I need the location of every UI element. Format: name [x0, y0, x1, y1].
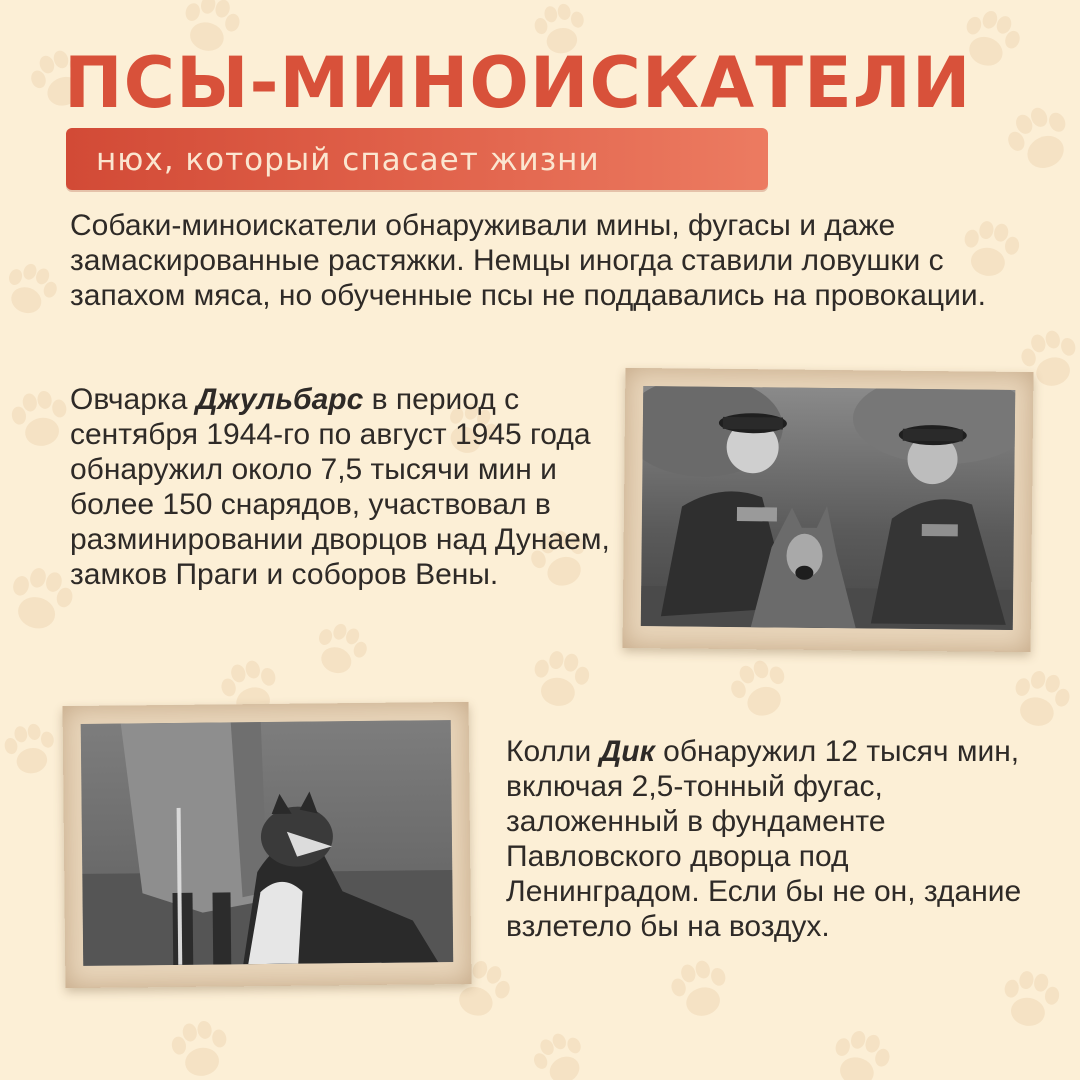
soldiers-photo-illustration: [641, 386, 1015, 630]
dzhulbars-paragraph: [70, 382, 630, 592]
photo-frame-soldiers-with-dog: [623, 368, 1034, 652]
subtitle-banner: [66, 128, 768, 190]
dik-paragraph: [506, 734, 1026, 944]
intro-paragraph: Собаки-миноискатели обнаруживали мины, фугасы и даже замаскированные растяжки. Немцы иногда ставили ловушки с запахом мяса, но обученные псы не поддавались на провокации.: [70, 209, 986, 312]
photo-frame-collie: [63, 702, 472, 988]
dzhulbars-name: Джульбарс: [195, 383, 364, 416]
dik-name: Дик: [599, 735, 655, 768]
collie-photo-illustration: [81, 720, 454, 966]
photo-soldiers-with-shepherd: [641, 386, 1015, 630]
dzhulbars-breed: Овчарка: [70, 383, 196, 416]
photo-collie-with-handler: [81, 720, 454, 966]
dik-text: обнаружил 12 тысяч мин, включая 2,5-тонный фугас, заложенный в фундаменте Павловского дворца под Ленинградом. Если бы не он, здание взлетело бы на воздух.: [506, 735, 1022, 943]
dzhulbars-text: в период с сентября 1944-го по август 1945 года обнаружил около 7,5 тысячи мин и более 150 снарядов, участвовал в разминировании дворцов над Дунаем, замков Праги и соборов Вены.: [70, 383, 610, 591]
page-title: ПСЫ-МИНОИСКАТЕЛИ: [64, 42, 972, 124]
subtitle: нюх, который спасает жизни: [96, 142, 600, 178]
dik-breed: Колли: [506, 735, 600, 768]
